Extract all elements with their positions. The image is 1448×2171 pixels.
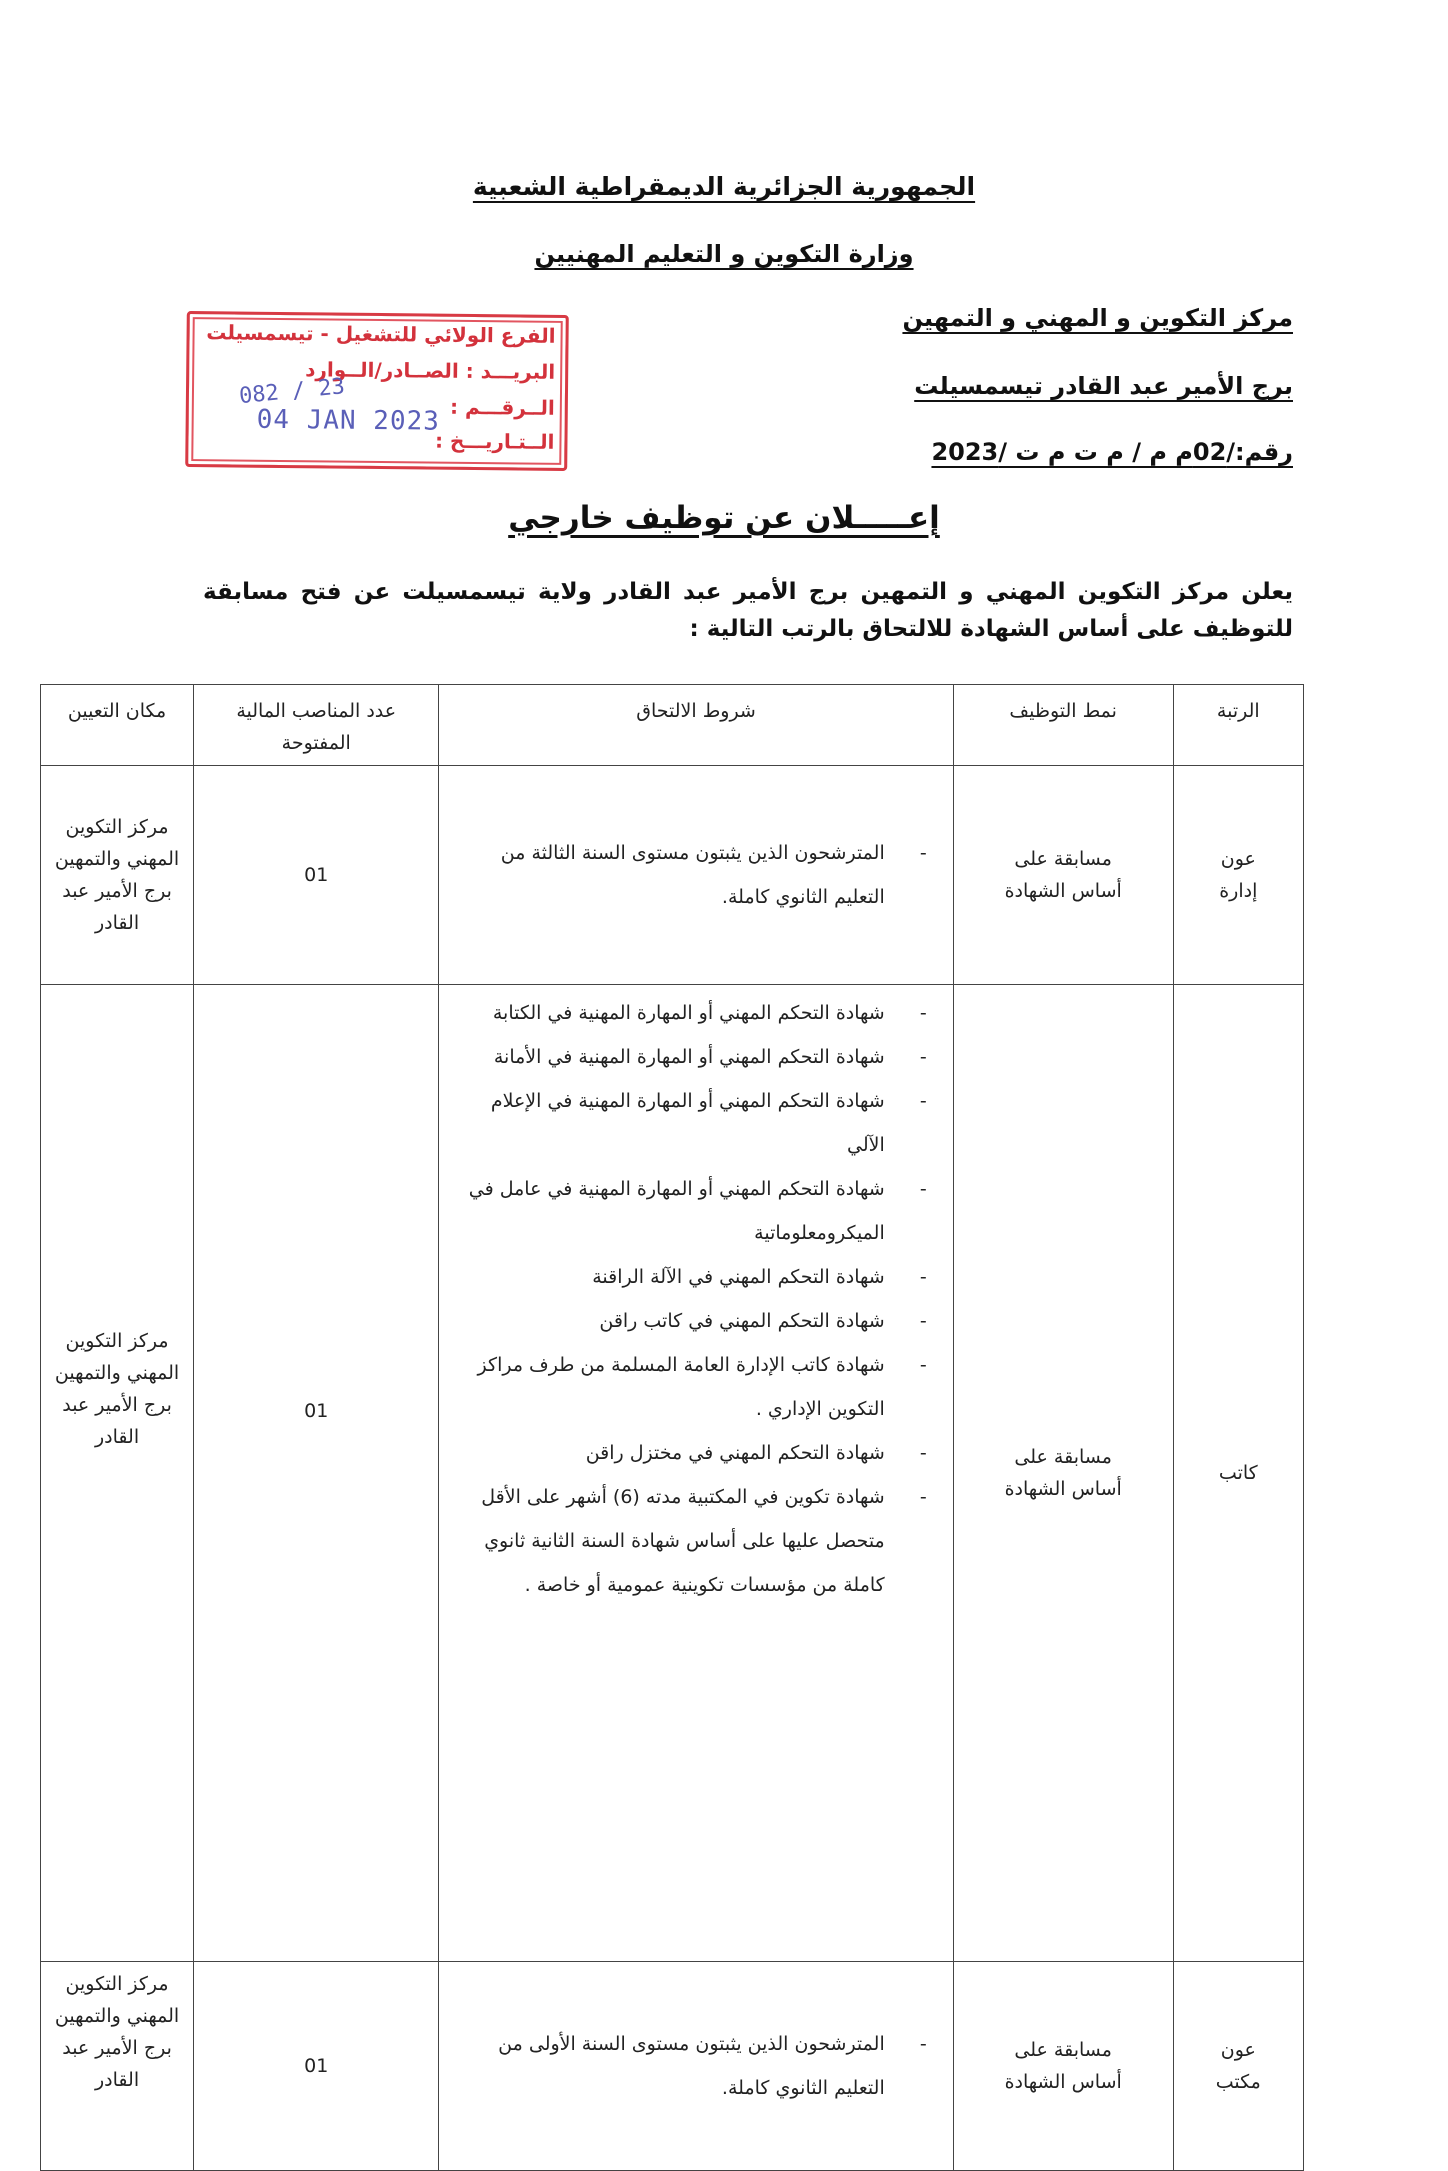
condition-item: - المترشحون الذين يثبتون مستوى السنة الأولى من التعليم الثانوي كاملة.	[449, 2022, 938, 2110]
condition-item: - شهادة التحكم المهني أو المهارة المهنية في عامل في الميكرومعلوماتية	[449, 1167, 938, 1255]
condition-item: - شهادة التحكم المهني أو المهارة المهنية في الكتابة	[449, 991, 938, 1035]
cell-mode: مسابقة على أساس الشهادة	[953, 766, 1173, 985]
condition-item: - شهادة التحكم المهني في مختزل راقن	[449, 1431, 938, 1475]
center-name-line2: برج الأمير عبد القادر تيسمسيلت	[914, 372, 1293, 400]
reception-stamp	[185, 311, 569, 471]
ministry-text: وزارة التكوين و التعليم المهنيين	[534, 240, 914, 268]
cell-conditions	[439, 766, 953, 985]
stamp-line-1: الفرع الولائي للتشغيل - تيسمسيلت	[206, 320, 556, 348]
condition-item: - شهادة تكوين في المكتبية مدته (6) أشهر على الأقل متحصل عليها على أساس شهادة السنة الثانية ثانوي كاملة من مؤسسات تكوينية عمومية أو خاصة .	[449, 1475, 938, 1607]
header-mode: نمط التوظيف	[953, 685, 1173, 766]
cell-rank: كاتب	[1173, 985, 1303, 1962]
cell-mode: مسابقة على أساس الشهادة	[953, 1962, 1173, 2171]
condition-item: - المترشحون الذين يثبتون مستوى السنة الثالثة من التعليم الثانوي كاملة.	[449, 831, 938, 919]
conditions-list	[449, 831, 942, 919]
cell-posts: 01	[194, 1962, 439, 2171]
stamp-handwritten-number: 082 / 23	[238, 374, 346, 410]
reference-number: رقم:/02م م / م ت م ت /2023	[931, 438, 1293, 466]
announcement-title-text: إعـــــلان عن توظيف خارجي	[508, 500, 940, 536]
table-row	[41, 766, 1304, 985]
republic-heading	[0, 172, 1448, 201]
positions-table	[40, 684, 1304, 2171]
republic-text: الجمهورية الجزائرية الديمقراطية الشعبية	[472, 172, 976, 201]
stamp-line-3: الــرقـــم :	[449, 394, 555, 420]
header-posts: عدد المناصب المالية المفتوحة	[194, 685, 439, 766]
condition-item: - شهادة التحكم المهني أو المهارة المهنية في الأمانة	[449, 1035, 938, 1079]
announcement-title	[0, 500, 1448, 536]
condition-item: - شهادة التحكم المهني في كاتب راقن	[449, 1299, 938, 1343]
table-row	[41, 985, 1304, 1962]
cell-conditions	[439, 1962, 953, 2171]
condition-item: - شهادة كاتب الإدارة العامة المسلمة من طرف مراكز التكوين الإداري .	[449, 1343, 938, 1431]
header-conditions: شروط الالتحاق	[439, 685, 953, 766]
cell-place: مركز التكوين المهني والتمهين برج الأمير عبد القادر	[41, 1962, 194, 2171]
cell-place: مركز التكوين المهني والتمهين برج الأمير عبد القادر	[41, 985, 194, 1962]
announcement-intro: يعلن مركز التكوين المهني و التمهين برج الأمير عبد القادر ولاية تيسمسيلت عن فتح مسابقة للتوظيف على أساس الشهادة للالتحاق بالرتب التالية :	[203, 579, 1293, 642]
center-name-line1: مركز التكوين و المهني و التمهين	[902, 304, 1293, 332]
stamp-date: 04 JAN 2023	[256, 404, 441, 437]
condition-item: - شهادة التحكم المهني في الآلة الراقنة	[449, 1255, 938, 1299]
conditions-list	[449, 2022, 942, 2110]
stamp-line-4: الــتـاريـــخ :	[434, 428, 555, 454]
header-place: مكان التعيين	[41, 685, 194, 766]
cell-rank: عون مكتب	[1173, 1962, 1303, 2171]
stamp-line-2: البريـــد : الصــادر/الــوارد	[305, 357, 556, 384]
table-row	[41, 1962, 1304, 2171]
ministry-heading	[0, 240, 1448, 268]
cell-rank: عون إدارة	[1173, 766, 1303, 985]
cell-mode: مسابقة على أساس الشهادة	[953, 985, 1173, 1962]
cell-place: مركز التكوين المهني والتمهين برج الأمير عبد القادر	[41, 766, 194, 985]
condition-item: - شهادة التحكم المهني أو المهارة المهنية في الإعلام الآلي	[449, 1079, 938, 1167]
table-header-row	[41, 685, 1304, 766]
cell-posts: 01	[194, 766, 439, 985]
header-rank: الرتبة	[1173, 685, 1303, 766]
cell-posts: 01	[194, 985, 439, 1962]
conditions-list	[449, 991, 942, 1607]
cell-conditions	[439, 985, 953, 1962]
